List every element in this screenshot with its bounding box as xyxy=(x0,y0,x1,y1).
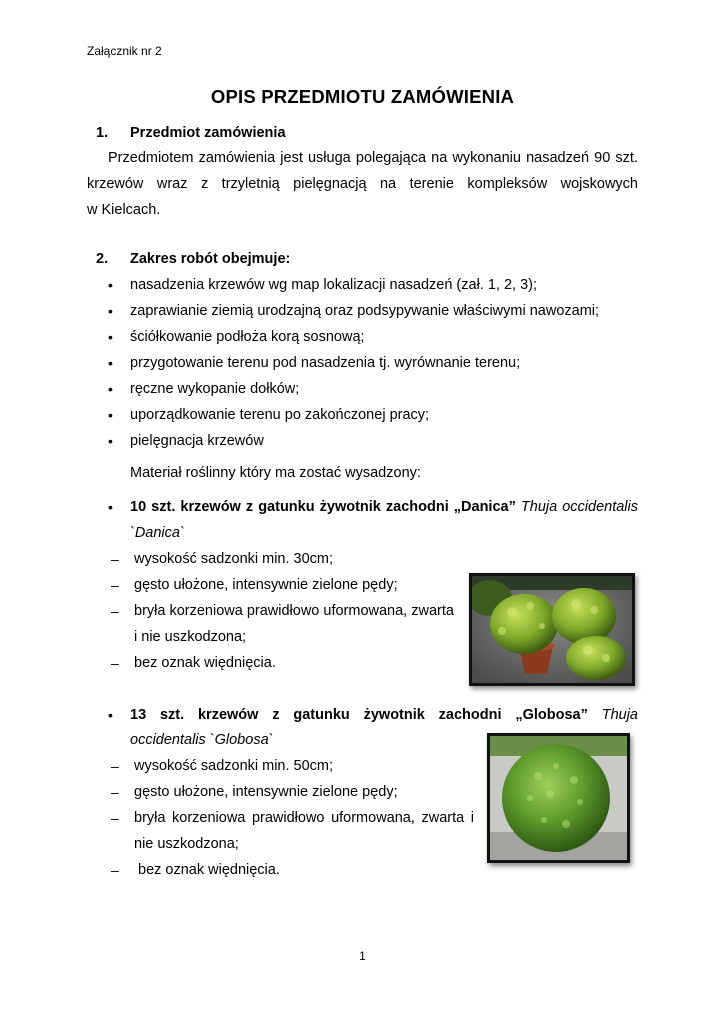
bullet-icon: • xyxy=(108,329,113,345)
scope-item-7: pielęgnacja krzewów xyxy=(130,433,264,449)
dash-icon: – xyxy=(111,655,119,671)
plant-1-detail-2: gęsto ułożone, intensywnie zielone pędy; xyxy=(134,577,398,593)
dash-icon: – xyxy=(111,603,119,619)
plant-1-heading-latin: Thuja occidentalis xyxy=(520,499,638,515)
section-1-paragraph-line-2: krzewów wraz z trzyletnią pielęgnacją na terenie kompleksów wojskowych xyxy=(87,176,638,192)
bullet-icon: • xyxy=(108,407,113,423)
thuja-danica-illustration xyxy=(472,576,632,683)
plant-1-detail-1: wysokość sadzonki min. 30cm; xyxy=(134,551,334,567)
thuja-globosa-illustration xyxy=(490,736,627,860)
scope-item-1: nasadzenia krzewów wg map lokalizacji nasadzeń (zał. 1, 2, 3); xyxy=(130,277,538,293)
plant-2-heading-latin: Thuja xyxy=(601,707,638,723)
plant-1-detail-4: bez oznak więdnięcia. xyxy=(134,655,276,671)
plant-1-heading-line-1 xyxy=(130,499,638,515)
bullet-icon: • xyxy=(108,355,113,371)
plant-2-detail-3: bryła korzeniowa prawidłowo uformowana, zwarta i xyxy=(134,810,474,826)
bullet-icon: • xyxy=(108,381,113,397)
bullet-icon: • xyxy=(108,277,113,293)
plant-2-heading-line-2: occidentalis `Globosa` xyxy=(130,732,274,748)
plant-2-detail-4: bez oznak więdnięcia. xyxy=(138,862,280,878)
bullet-icon: • xyxy=(108,433,113,449)
section-1-paragraph-line-1: Przedmiotem zamówienia jest usługa polegająca na wykonaniu nasadzeń 90 szt. xyxy=(108,150,638,166)
plant-1-heading-bold: 10 szt. krzewów z gatunku żywotnik zachodni „Danica” xyxy=(130,499,516,515)
dash-icon: – xyxy=(111,577,119,593)
plant-2-heading-bold: 13 szt. krzewów z gatunku żywotnik zachodni „Globosa” xyxy=(130,707,588,723)
bullet-icon: • xyxy=(108,499,113,515)
bullet-icon: • xyxy=(108,303,113,319)
section-2-number: 2. xyxy=(96,251,109,267)
section-2-heading: Zakres robót obejmuje: xyxy=(130,251,291,267)
plant-1-detail-3-continued: i nie uszkodzona; xyxy=(134,629,247,645)
scope-item-6: uporządkowanie terenu po zakończonej pracy; xyxy=(130,407,430,423)
bullet-icon: • xyxy=(108,707,113,723)
scope-item-3: ściółkowanie podłoża korą sosnową; xyxy=(130,329,365,345)
page-number: 1 xyxy=(359,949,366,963)
material-intro: Materiał roślinny który ma zostać wysadzony: xyxy=(130,465,421,481)
plant-1-heading-line-2: `Danica` xyxy=(130,525,185,541)
plant-2-detail-1: wysokość sadzonki min. 50cm; xyxy=(134,758,334,774)
dash-icon: – xyxy=(111,758,119,774)
danica-shrub-photo xyxy=(469,573,635,686)
document-title: OPIS PRZEDMIOTU ZAMÓWIENIA xyxy=(210,86,515,107)
plant-2-heading-line-1 xyxy=(130,707,638,723)
scope-item-5: ręczne wykopanie dołków; xyxy=(130,381,300,397)
dash-icon: – xyxy=(111,810,119,826)
dash-icon: – xyxy=(111,551,119,567)
section-1-paragraph-line-3: w Kielcach. xyxy=(87,202,161,218)
scope-item-4: przygotowanie terenu pod nasadzenia tj. wyrównanie terenu; xyxy=(130,355,521,371)
plant-2-detail-2: gęsto ułożone, intensywnie zielone pędy; xyxy=(134,784,398,800)
globosa-shrub-photo xyxy=(487,733,630,863)
document-header-note: Załącznik nr 2 xyxy=(87,44,162,58)
plant-2-detail-3-continued: nie uszkodzona; xyxy=(134,836,239,852)
dash-icon: – xyxy=(111,784,119,800)
plant-1-detail-3: bryła korzeniowa prawidłowo uformowana, zwarta xyxy=(134,603,454,619)
dash-icon: – xyxy=(111,862,119,878)
section-1-number: 1. xyxy=(96,125,109,141)
section-1-heading: Przedmiot zamówienia xyxy=(130,125,286,141)
scope-item-2: zaprawianie ziemią urodzajną oraz podsypywanie właściwymi nawozami; xyxy=(130,303,600,319)
